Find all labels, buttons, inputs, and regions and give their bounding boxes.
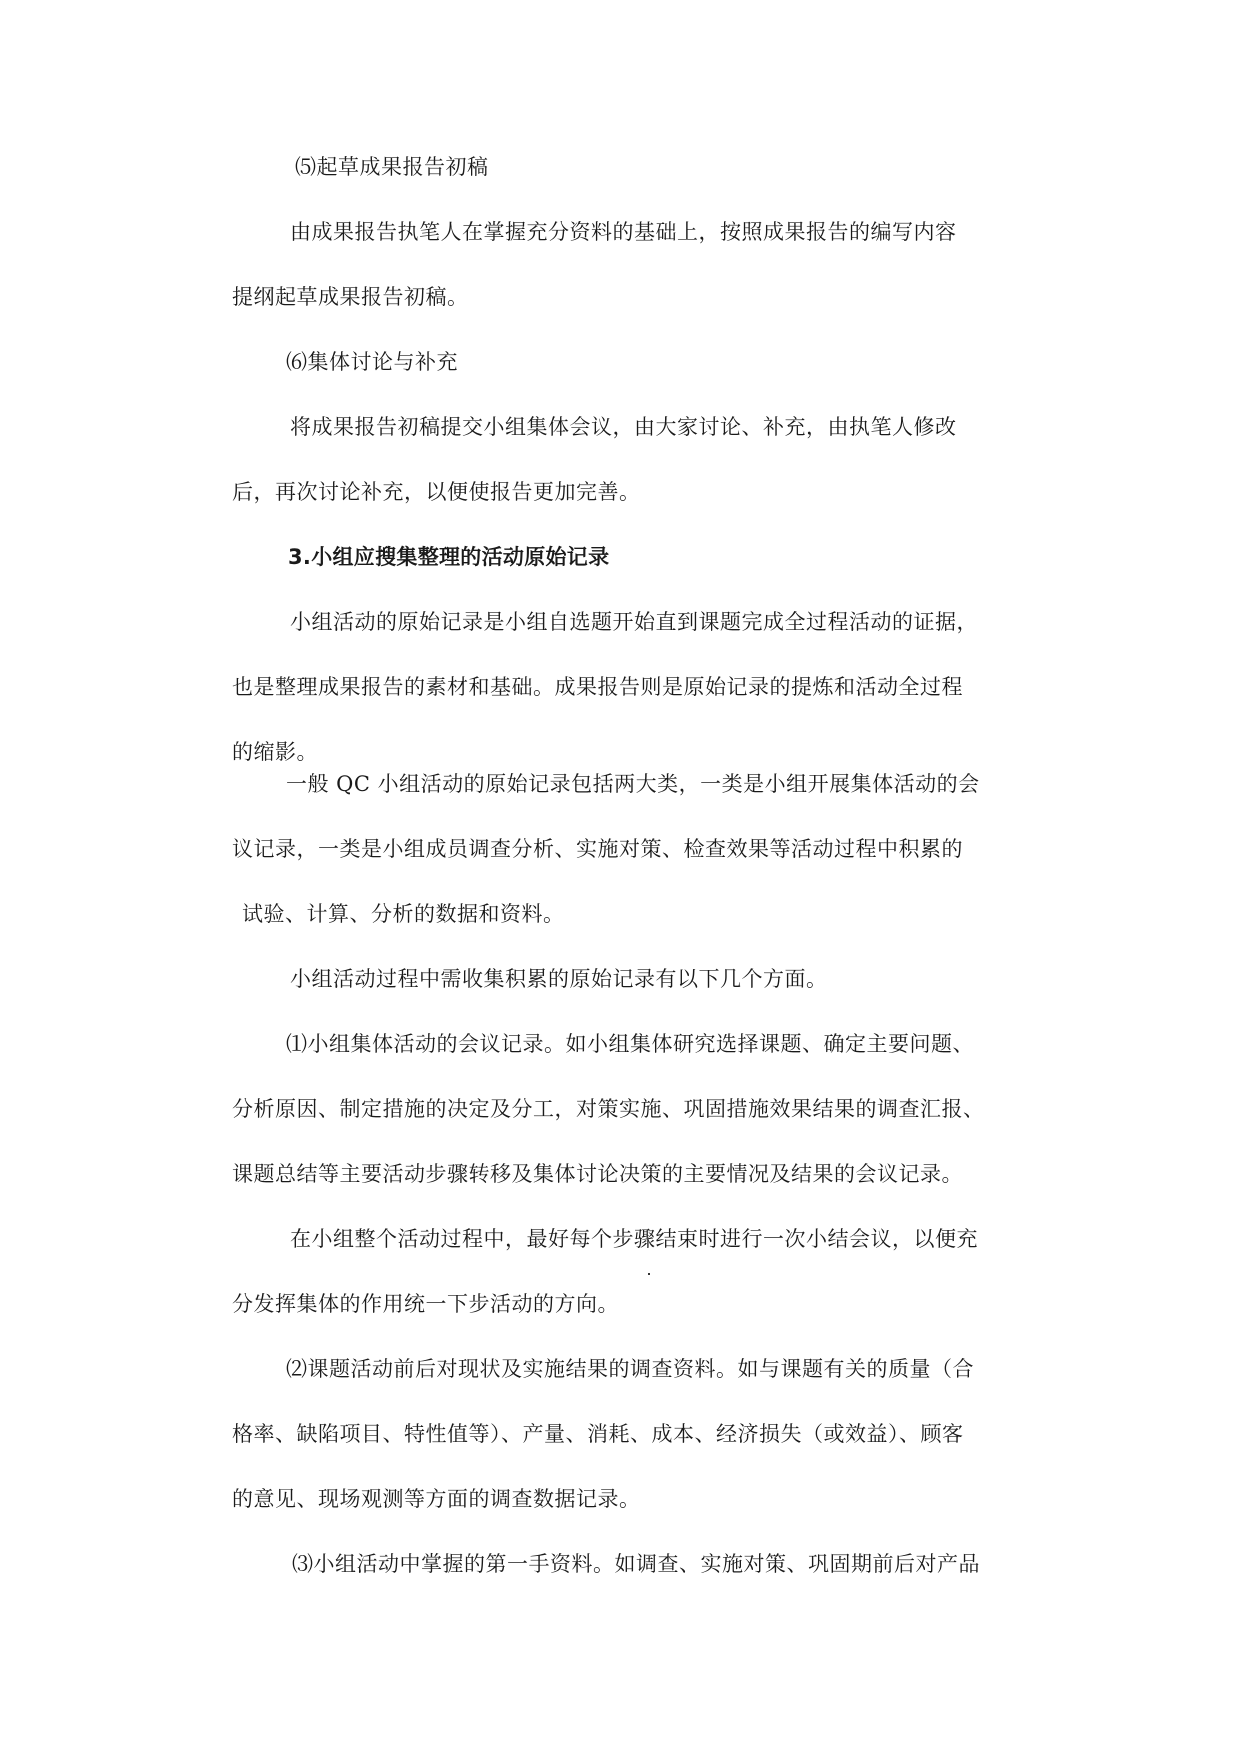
- subsection-title-5: ⑸起草成果报告初稿: [295, 155, 489, 179]
- paragraph-line: 后，再次讨论补充，以便使报告更加完善。: [232, 480, 641, 504]
- section-heading-3: 3.小组应搜集整理的活动原始记录: [288, 545, 610, 569]
- paragraph-line: 分析原因、制定措施的决定及分工，对策实施、巩固措施效果结果的调查汇报、: [232, 1097, 985, 1121]
- paragraph-line: 小组活动过程中需收集积累的原始记录有以下几个方面。: [290, 967, 828, 991]
- paragraph-line: 分发挥集体的作用统一下步活动的方向。: [232, 1292, 619, 1316]
- paragraph-line: 在小组整个活动过程中，最好每个步骤结束时进行一次小结会议，以便充: [290, 1227, 978, 1251]
- list-item-2: ⑵课题活动前后对现状及实施结果的调查资料。如与课题有关的质量（合: [286, 1357, 974, 1381]
- paragraph-line: 格率、缺陷项目、特性值等）、产量、消耗、成本、经济损失（或效益）、顾客: [232, 1422, 964, 1446]
- paragraph-line: 的缩影。: [232, 740, 318, 764]
- paragraph-line: 议记录，一类是小组成员调查分析、实施对策、检查效果等活动过程中积累的: [232, 837, 963, 861]
- stray-dot: [648, 1273, 650, 1275]
- paragraph-line: 提纲起草成果报告初稿。: [232, 285, 469, 309]
- paragraph-line: 小组活动的原始记录是小组自选题开始直到课题完成全过程活动的证据，: [290, 610, 978, 634]
- paragraph-line: 试验、计算、分析的数据和资料。: [242, 902, 565, 926]
- paragraph-line: 也是整理成果报告的素材和基础。成果报告则是原始记录的提炼和活动全过程: [232, 675, 963, 699]
- paragraph-line: 的意见、现场观测等方面的调查数据记录。: [232, 1487, 641, 1511]
- paragraph-line: 将成果报告初稿提交小组集体会议，由大家讨论、补充，由执笔人修改: [290, 415, 957, 439]
- list-item-1: ⑴小组集体活动的会议记录。如小组集体研究选择课题、确定主要问题、: [286, 1032, 974, 1056]
- paragraph-line: 一般 QC 小组活动的原始记录包括两大类，一类是小组开展集体活动的会: [286, 772, 980, 796]
- paragraph-line: 课题总结等主要活动步骤转移及集体讨论决策的主要情况及结果的会议记录。: [232, 1162, 963, 1186]
- subsection-title-6: ⑹集体讨论与补充: [286, 350, 458, 374]
- paragraph-line: 由成果报告执笔人在掌握充分资料的基础上，按照成果报告的编写内容: [290, 220, 957, 244]
- list-item-3: ⑶小组活动中掌握的第一手资料。如调查、实施对策、巩固期前后对产品: [292, 1552, 980, 1576]
